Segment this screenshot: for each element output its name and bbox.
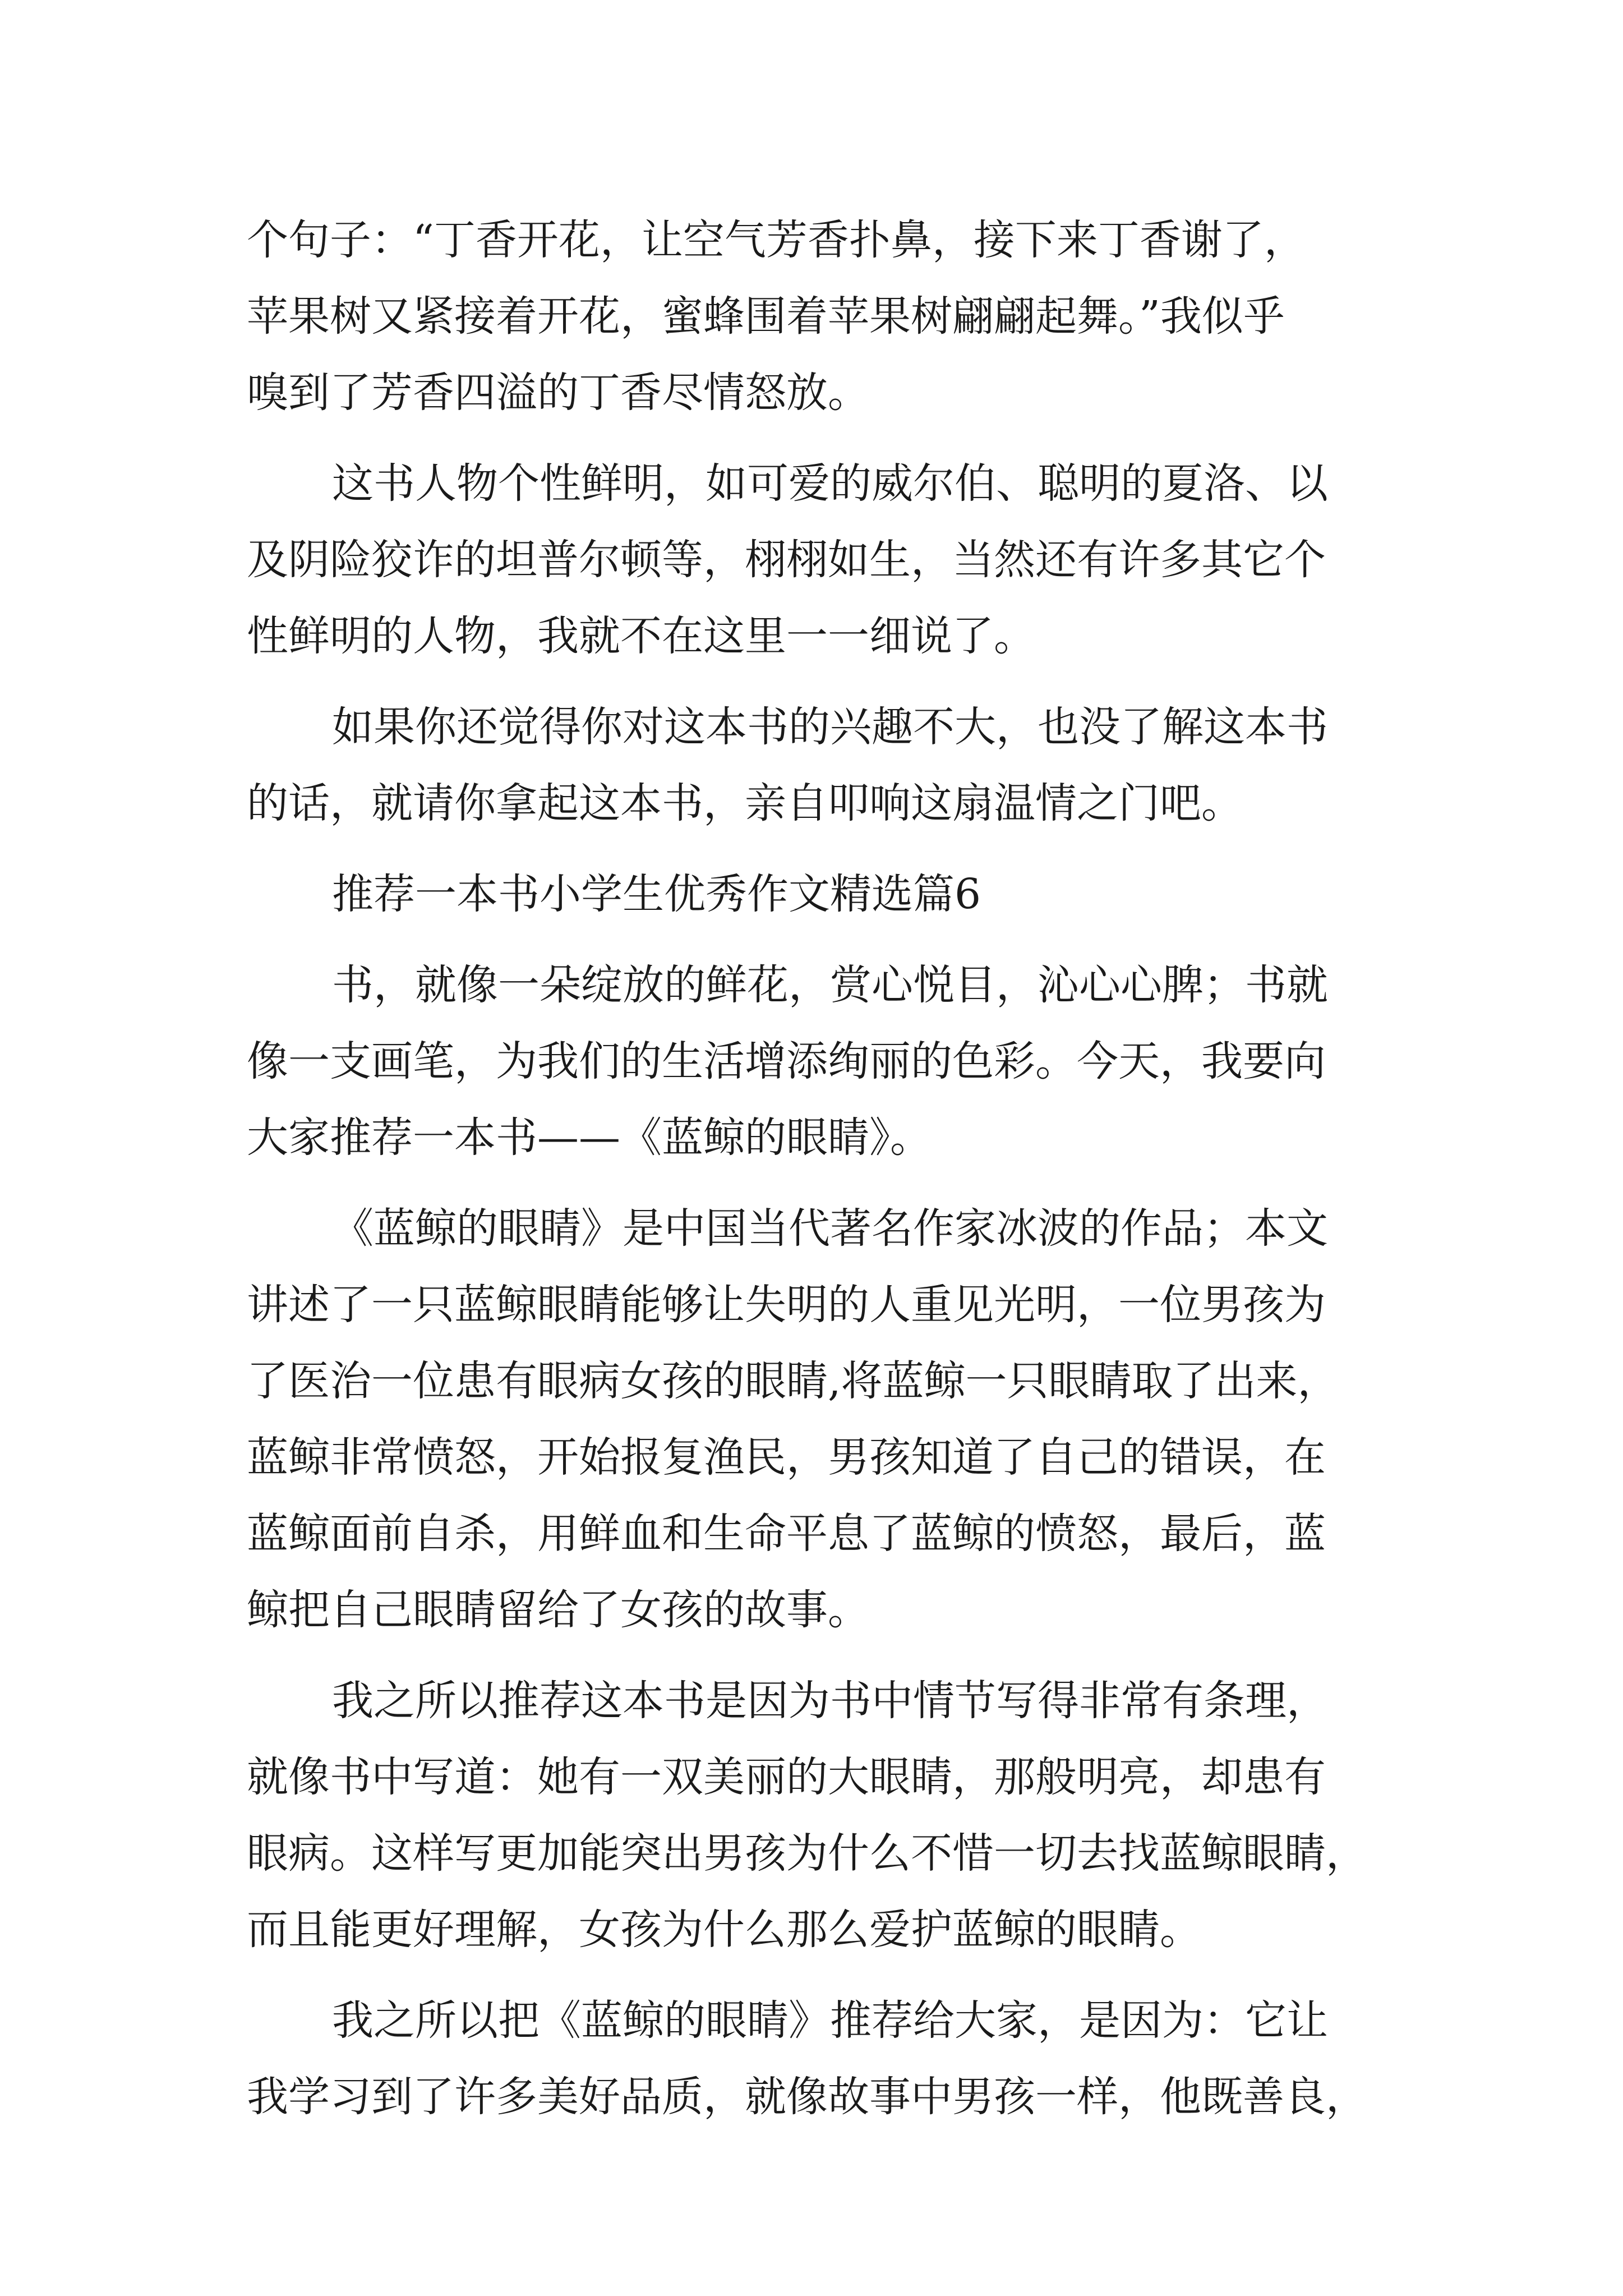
document-body xyxy=(247,202,1380,2135)
text-line: 《蓝鲸的眼睛》是中国当代著名作家冰波的作品；本文 xyxy=(332,1204,1328,1253)
text-line: 大家推荐一本书——《蓝鲸的眼睛》。 xyxy=(247,1114,932,1162)
text-line: 苹果树又紧接着开花，蜜蜂围着苹果树翩翩起舞。”我似乎 xyxy=(247,292,1285,341)
text-line: 了医治一位患有眼病女孩的眼睛,将蓝鲸一只眼睛取了出来， xyxy=(247,1357,1339,1405)
text-line: 鲸把自己眼睛留给了女孩的故事。 xyxy=(247,1586,869,1634)
section-heading: 推荐一本书小学生优秀作文精选篇6 xyxy=(332,870,981,918)
text-line: 及阴险狡诈的坦普尔顿等，栩栩如生，当然还有许多其它个 xyxy=(247,536,1326,584)
text-line: 书，就像一朵绽放的鲜花，赏心悦目，沁心心脾；书就 xyxy=(332,961,1328,1009)
text-line: 性鲜明的人物，我就不在这里一一细说了。 xyxy=(247,612,1035,660)
text-line: 我之所以推荐这本书是因为书中情节写得非常有条理， xyxy=(332,1677,1328,1725)
text-line: 而且能更好理解，女孩为什么那么爱护蓝鲸的眼睛。 xyxy=(247,1906,1201,1954)
text-line: 的话，就请你拿起这本书，亲自叩响这扇温情之门吧。 xyxy=(247,779,1243,827)
text-line: 个句子：“丁香开花，让空气芳香扑鼻，接下来丁香谢了， xyxy=(247,216,1306,264)
text-line: 我之所以把《蓝鲸的眼睛》推荐给大家，是因为：它让 xyxy=(332,1996,1328,2045)
text-line: 如果你还觉得你对这本书的兴趣不大，也没了解这本书 xyxy=(332,703,1328,751)
text-line: 就像书中写道：她有一双美丽的大眼睛，那般明亮，却患有 xyxy=(247,1753,1326,1801)
text-line: 讲述了一只蓝鲸眼睛能够让失明的人重见光明，一位男孩为 xyxy=(247,1281,1326,1329)
text-line: 像一支画笔，为我们的生活增添绚丽的色彩。今天，我要向 xyxy=(247,1037,1326,1085)
text-line: 我学习到了许多美好品质，就像故事中男孩一样，他既善良， xyxy=(247,2073,1367,2121)
text-line: 蓝鲸非常愤怒，开始报复渔民，男孩知道了自己的错误，在 xyxy=(247,1433,1326,1481)
text-line: 嗅到了芳香四溢的丁香尽情怒放。 xyxy=(247,369,869,417)
text-line: 眼病。这样写更加能突出男孩为什么不惜一切去找蓝鲸眼睛， xyxy=(247,1829,1367,1878)
text-line: 蓝鲸面前自杀，用鲜血和生命平息了蓝鲸的愤怒，最后，蓝 xyxy=(247,1510,1326,1558)
text-line: 这书人物个性鲜明，如可爱的威尔伯、聪明的夏洛、以 xyxy=(332,459,1328,508)
